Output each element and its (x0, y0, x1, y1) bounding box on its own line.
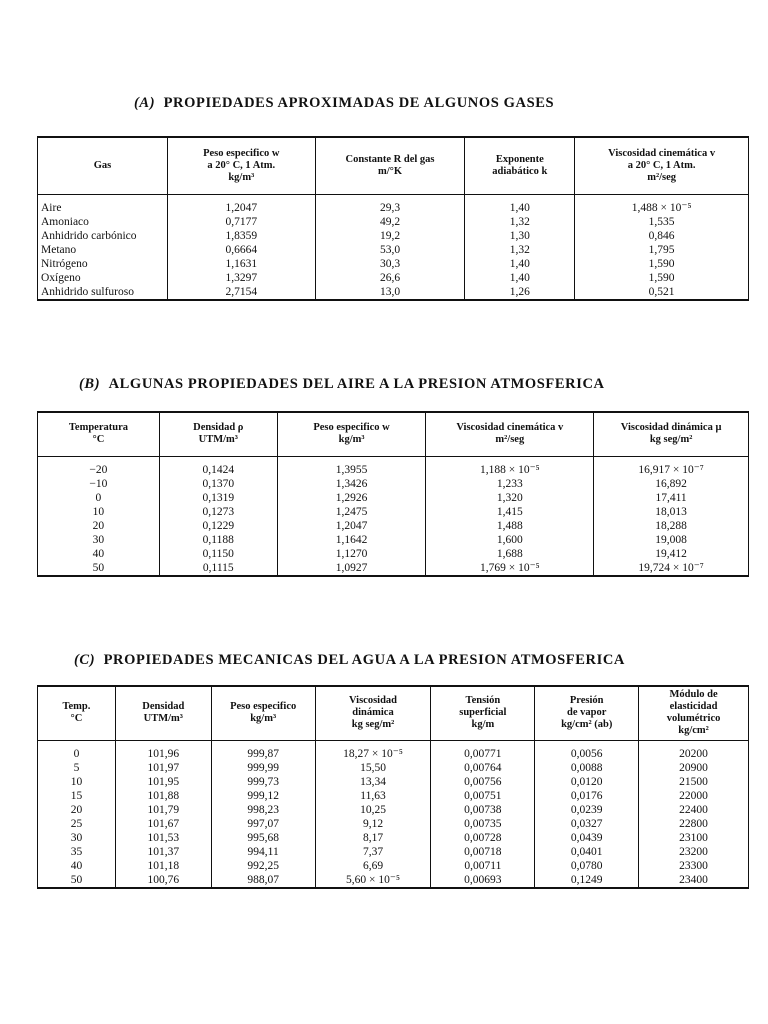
table-b-cell: 0,1150 (159, 547, 277, 561)
table-a-header-4-line-2: m²/seg (647, 171, 677, 183)
table-c-cell: 6,69 (315, 859, 431, 873)
table-c-header-5-line-0: Presión (569, 695, 604, 707)
table-c-cell: 998,23 (211, 803, 315, 817)
table-c-cell: 22800 (639, 817, 749, 831)
table-c-cell: 50 (38, 873, 116, 888)
table-b-cell: 30 (38, 533, 160, 547)
table-b-cell: 0,1319 (159, 491, 277, 505)
table-b-cell: 1,233 (426, 477, 594, 491)
table-b-cell: 10 (38, 505, 160, 519)
table-row (38, 803, 749, 817)
table-a-cell: Nitrógeno (38, 257, 168, 271)
table-b-cell: 1,3426 (277, 477, 426, 491)
table-a-header-1-line-2: kg/m³ (228, 171, 255, 183)
table-c-header-4-line-1: superficial (459, 707, 507, 719)
table-c-cell: 5 (38, 761, 116, 775)
table-c-cell: 0,0401 (535, 845, 639, 859)
table-c-cell: 0,00728 (431, 831, 535, 845)
table-a-header-2-line-0: Constante R del gas (345, 153, 435, 165)
table-c-header-2-line-0: Peso especifico (230, 701, 297, 713)
table-b-cell: 50 (38, 561, 160, 576)
table-row (38, 285, 749, 300)
table-b-cell: 1,2926 (277, 491, 426, 505)
table-b-header-2 (277, 412, 426, 456)
table-c-cell: 23200 (639, 845, 749, 859)
table-a-header-3 (465, 137, 575, 194)
table-a-cell: 1,488 × 10⁻⁵ (575, 194, 749, 215)
table-a-cell: Anhidrido sulfuroso (38, 285, 168, 300)
table-row (38, 215, 749, 229)
table-c-header-5 (535, 686, 639, 740)
table-c-header-0 (38, 686, 116, 740)
table-b-cell: 1,769 × 10⁻⁵ (426, 561, 594, 576)
table-c-cell: 22000 (639, 789, 749, 803)
table-c-cell: 7,37 (315, 845, 431, 859)
table-c-cell: 0,0439 (535, 831, 639, 845)
table-c-cell: 30 (38, 831, 116, 845)
table-a-cell: Amoniaco (38, 215, 168, 229)
table-c-header-4 (431, 686, 535, 740)
table-b-cell: 1,3955 (277, 456, 426, 477)
table-c-header-5-line-1: de vapor (567, 707, 607, 719)
table-c-header-1-line-1: UTM/m³ (143, 713, 183, 725)
table-row (38, 740, 749, 761)
table-b-title (79, 376, 605, 393)
table-c-cell: 101,96 (115, 740, 211, 761)
table-c-cell: 23300 (639, 859, 749, 873)
table-b-cell: 0,1273 (159, 505, 277, 519)
table-a-header-3-line-0: Exponente (495, 153, 544, 165)
table-c-header-0-line-0: Temp. (62, 701, 91, 713)
table-c-cell: 0,00756 (431, 775, 535, 789)
table-c-cell: 0,00735 (431, 817, 535, 831)
table-b-cell: 18,013 (594, 505, 749, 519)
table-a-cell: 1,40 (465, 257, 575, 271)
table-row (38, 831, 749, 845)
table-c-cell: 20 (38, 803, 116, 817)
table-c-cell: 0,00711 (431, 859, 535, 873)
table-row (38, 873, 749, 888)
table-row (38, 271, 749, 285)
table-a-cell: 1,32 (465, 243, 575, 257)
table-a-cell: 1,1631 (167, 257, 315, 271)
table-b-title-text: ALGUNAS PROPIEDADES DEL AIRE A LA PRESION ATMOSFERICA (108, 376, 605, 392)
table-b-header-3-line-0: Viscosidad cinemática v (456, 422, 564, 434)
table-row (38, 491, 749, 505)
table-c-cell: 0,00764 (431, 761, 535, 775)
table-c-cell: 25 (38, 817, 116, 831)
table-a-cell: 29,3 (315, 194, 465, 215)
table-c-header-0-line-1: °C (70, 713, 83, 725)
table-a-cell: 1,535 (575, 215, 749, 229)
table-c-cell: 101,79 (115, 803, 211, 817)
table-a-cell: 30,3 (315, 257, 465, 271)
table-row (38, 775, 749, 789)
table-a-cell: 49,2 (315, 215, 465, 229)
table-c-cell: 0,0780 (535, 859, 639, 873)
table-a-cell: Aire (38, 194, 168, 215)
table-a-header-2 (315, 137, 465, 194)
table-c-header-2-line-1: kg/m³ (250, 713, 277, 725)
table-b-cell: 17,411 (594, 491, 749, 505)
table-b-cell: 1,688 (426, 547, 594, 561)
table-c-cell: 0,0327 (535, 817, 639, 831)
table-c-cell: 0,00771 (431, 740, 535, 761)
table-b-header-1-line-1: UTM/m³ (198, 434, 238, 446)
table-c-header-6-line-3: kg/cm² (678, 725, 709, 737)
table-c-letter: (C) (74, 652, 96, 668)
table-c-header-2 (211, 686, 315, 740)
table-b-cell: 0 (38, 491, 160, 505)
table-c-cell: 101,95 (115, 775, 211, 789)
table-c-cell: 0,00751 (431, 789, 535, 803)
table-a-cell: Anhidrido carbónico (38, 229, 168, 243)
table-a-header-0-line-0: Gas (93, 159, 112, 171)
table-c-cell: 10 (38, 775, 116, 789)
table-b-cell: 16,892 (594, 477, 749, 491)
table-a-header-1-line-1: a 20° C, 1 Atm. (207, 159, 276, 171)
table-c-header-4-line-0: Tensión (465, 695, 501, 707)
table-b-header-4-line-1: kg seg/m² (649, 434, 693, 446)
table-a-cell: Oxígeno (38, 271, 168, 285)
table-b-cell: 1,600 (426, 533, 594, 547)
table-b-header-0-line-1: °C (92, 434, 105, 446)
table-b-cell: 40 (38, 547, 160, 561)
table-c-cell: 999,87 (211, 740, 315, 761)
table-b-cell: 19,412 (594, 547, 749, 561)
table-b-cell: 19,724 × 10⁻⁷ (594, 561, 749, 576)
table-a-cell: 19,2 (315, 229, 465, 243)
table-a-header-4-line-0: Viscosidad cinemática v (608, 147, 716, 159)
table-c-cell: 11,63 (315, 789, 431, 803)
table-c-cell: 20900 (639, 761, 749, 775)
table-a-cell: 1,30 (465, 229, 575, 243)
table-row (38, 547, 749, 561)
table-row (38, 257, 749, 271)
table-c-cell: 35 (38, 845, 116, 859)
table-a-cell: Metano (38, 243, 168, 257)
table-c-cell: 0,00738 (431, 803, 535, 817)
table-c-cell: 20200 (639, 740, 749, 761)
table-c-cell: 101,53 (115, 831, 211, 845)
table-b-cell: 1,415 (426, 505, 594, 519)
table-b-header-0-line-0: Temperatura (68, 422, 128, 434)
table-c-header-6-line-0: Módulo de (669, 689, 718, 701)
table-a-cell: 1,26 (465, 285, 575, 300)
table-a-header-0 (38, 137, 168, 194)
table-b-cell: 1,2047 (277, 519, 426, 533)
table-a-cell: 0,521 (575, 285, 749, 300)
table-row (38, 761, 749, 775)
table-b-cell: −20 (38, 456, 160, 477)
table-b-cell: 1,1642 (277, 533, 426, 547)
table-a-letter: (A) (134, 95, 156, 111)
table-a-cell: 1,8359 (167, 229, 315, 243)
table-a-header-3-line-1: adiabático k (492, 165, 548, 177)
table-a-cell: 0,7177 (167, 215, 315, 229)
table-a-title-text: PROPIEDADES APROXIMADAS DE ALGUNOS GASES (163, 95, 555, 111)
table-c-cell: 995,68 (211, 831, 315, 845)
table-b-cell: 18,288 (594, 519, 749, 533)
table-a-header-4 (575, 137, 749, 194)
table-b-cell: 0,1115 (159, 561, 277, 576)
table-c-cell: 100,76 (115, 873, 211, 888)
table-c-cell: 18,27 × 10⁻⁵ (315, 740, 431, 761)
table-c-header-1 (115, 686, 211, 740)
table-a-header-1-line-0: Peso especifico w (203, 147, 280, 159)
table-row (38, 789, 749, 803)
table-b-header-3-line-1: m²/seg (495, 434, 525, 446)
table-b-cell: 1,2475 (277, 505, 426, 519)
table-c-header-6 (639, 686, 749, 740)
table-c-cell: 21500 (639, 775, 749, 789)
table-a-cell: 1,590 (575, 271, 749, 285)
table-row (38, 505, 749, 519)
table-c-header-3-line-0: Viscosidad (348, 695, 398, 707)
table-row (38, 845, 749, 859)
table-row (38, 456, 749, 477)
table-a-cell: 2,7154 (167, 285, 315, 300)
table-row (38, 519, 749, 533)
table-c-cell: 101,67 (115, 817, 211, 831)
table-b-cell: 1,488 (426, 519, 594, 533)
table-row (38, 859, 749, 873)
table-a-header-2-line-1: m/°K (378, 165, 403, 177)
table-c-cell: 999,99 (211, 761, 315, 775)
table-c-title (74, 652, 625, 669)
table-b-header-2-line-1: kg/m³ (338, 434, 365, 446)
table-c-cell: 101,18 (115, 859, 211, 873)
table-b-cell: 1,320 (426, 491, 594, 505)
table-c-cell: 997,07 (211, 817, 315, 831)
table-c-cell: 0,0056 (535, 740, 639, 761)
table-row (38, 533, 749, 547)
table-c-header-4-line-2: kg/m (471, 719, 495, 731)
table-row (38, 817, 749, 831)
table-a-cell: 1,40 (465, 194, 575, 215)
table-b-cell: 0,1188 (159, 533, 277, 547)
table-a-cell: 53,0 (315, 243, 465, 257)
table-row (38, 477, 749, 491)
table-c-cell: 999,12 (211, 789, 315, 803)
table-c-cell: 0 (38, 740, 116, 761)
table-c-cell: 23100 (639, 831, 749, 845)
table-b-cell: 1,188 × 10⁻⁵ (426, 456, 594, 477)
table-c-cell: 22400 (639, 803, 749, 817)
table-row (38, 243, 749, 257)
table-b-cell: 0,1229 (159, 519, 277, 533)
table-b-header-1-line-0: Densidad ρ (193, 422, 244, 434)
table-c-header-5-line-2: kg/cm² (ab) (561, 719, 613, 731)
table-c-header-3-line-1: dinámica (352, 707, 394, 719)
table-b-header-3 (426, 412, 594, 456)
table-c-header-6-line-1: elasticidad (669, 701, 718, 713)
table-a-cell: 26,6 (315, 271, 465, 285)
table-b-cell: 0,1370 (159, 477, 277, 491)
table-c-cell: 8,17 (315, 831, 431, 845)
table-b-header-2-line-0: Peso especifico w (313, 422, 390, 434)
table-b-header-0 (38, 412, 160, 456)
table-b-cell: 0,1424 (159, 456, 277, 477)
table-c-cell: 999,73 (211, 775, 315, 789)
table-a-cell: 0,846 (575, 229, 749, 243)
table-b (37, 411, 749, 577)
table-c-cell: 101,88 (115, 789, 211, 803)
table-row (38, 194, 749, 215)
table-a-title (134, 95, 554, 112)
table-c (37, 685, 749, 889)
table-b-cell: −10 (38, 477, 160, 491)
table-c-header-3 (315, 686, 431, 740)
table-c-cell: 0,00718 (431, 845, 535, 859)
table-c-cell: 988,07 (211, 873, 315, 888)
table-a-cell: 1,590 (575, 257, 749, 271)
table-a-cell: 1,32 (465, 215, 575, 229)
table-b-cell: 16,917 × 10⁻⁷ (594, 456, 749, 477)
table-c-cell: 15 (38, 789, 116, 803)
table-b-header-4-line-0: Viscosidad dinámica μ (620, 422, 722, 434)
table-b-cell: 1,0927 (277, 561, 426, 576)
table-c-cell: 992,25 (211, 859, 315, 873)
table-c-cell: 101,97 (115, 761, 211, 775)
table-c-cell: 5,60 × 10⁻⁵ (315, 873, 431, 888)
table-c-header-1-line-0: Densidad (142, 701, 185, 713)
table-a-header-1 (167, 137, 315, 194)
table-a-cell: 1,40 (465, 271, 575, 285)
table-c-cell: 40 (38, 859, 116, 873)
table-b-header-1 (159, 412, 277, 456)
table-row (38, 561, 749, 576)
table-b-header-4 (594, 412, 749, 456)
table-c-cell: 0,0239 (535, 803, 639, 817)
table-c-cell: 994,11 (211, 845, 315, 859)
table-c-cell: 9,12 (315, 817, 431, 831)
table-c-cell: 0,1249 (535, 873, 639, 888)
table-c-cell: 0,00693 (431, 873, 535, 888)
table-c-cell: 101,37 (115, 845, 211, 859)
table-c-cell: 10,25 (315, 803, 431, 817)
table-a-cell: 0,6664 (167, 243, 315, 257)
table-a-cell: 1,795 (575, 243, 749, 257)
table-c-header-3-line-2: kg seg/m² (351, 719, 395, 731)
table-row (38, 229, 749, 243)
table-c-cell: 0,0176 (535, 789, 639, 803)
table-c-cell: 0,0120 (535, 775, 639, 789)
table-b-cell: 1,1270 (277, 547, 426, 561)
table-b-cell: 20 (38, 519, 160, 533)
table-c-cell: 15,50 (315, 761, 431, 775)
table-a-cell: 1,3297 (167, 271, 315, 285)
table-a (37, 136, 749, 301)
table-b-cell: 19,008 (594, 533, 749, 547)
table-b-letter: (B) (79, 376, 101, 392)
table-c-cell: 23400 (639, 873, 749, 888)
table-c-title-text: PROPIEDADES MECANICAS DEL AGUA A LA PRESION ATMOSFERICA (103, 652, 625, 668)
table-c-cell: 0,0088 (535, 761, 639, 775)
table-a-cell: 1,2047 (167, 194, 315, 215)
table-a-cell: 13,0 (315, 285, 465, 300)
table-c-cell: 13,34 (315, 775, 431, 789)
table-c-header-6-line-2: volumétrico (666, 713, 721, 725)
table-a-header-4-line-1: a 20° C, 1 Atm. (627, 159, 696, 171)
